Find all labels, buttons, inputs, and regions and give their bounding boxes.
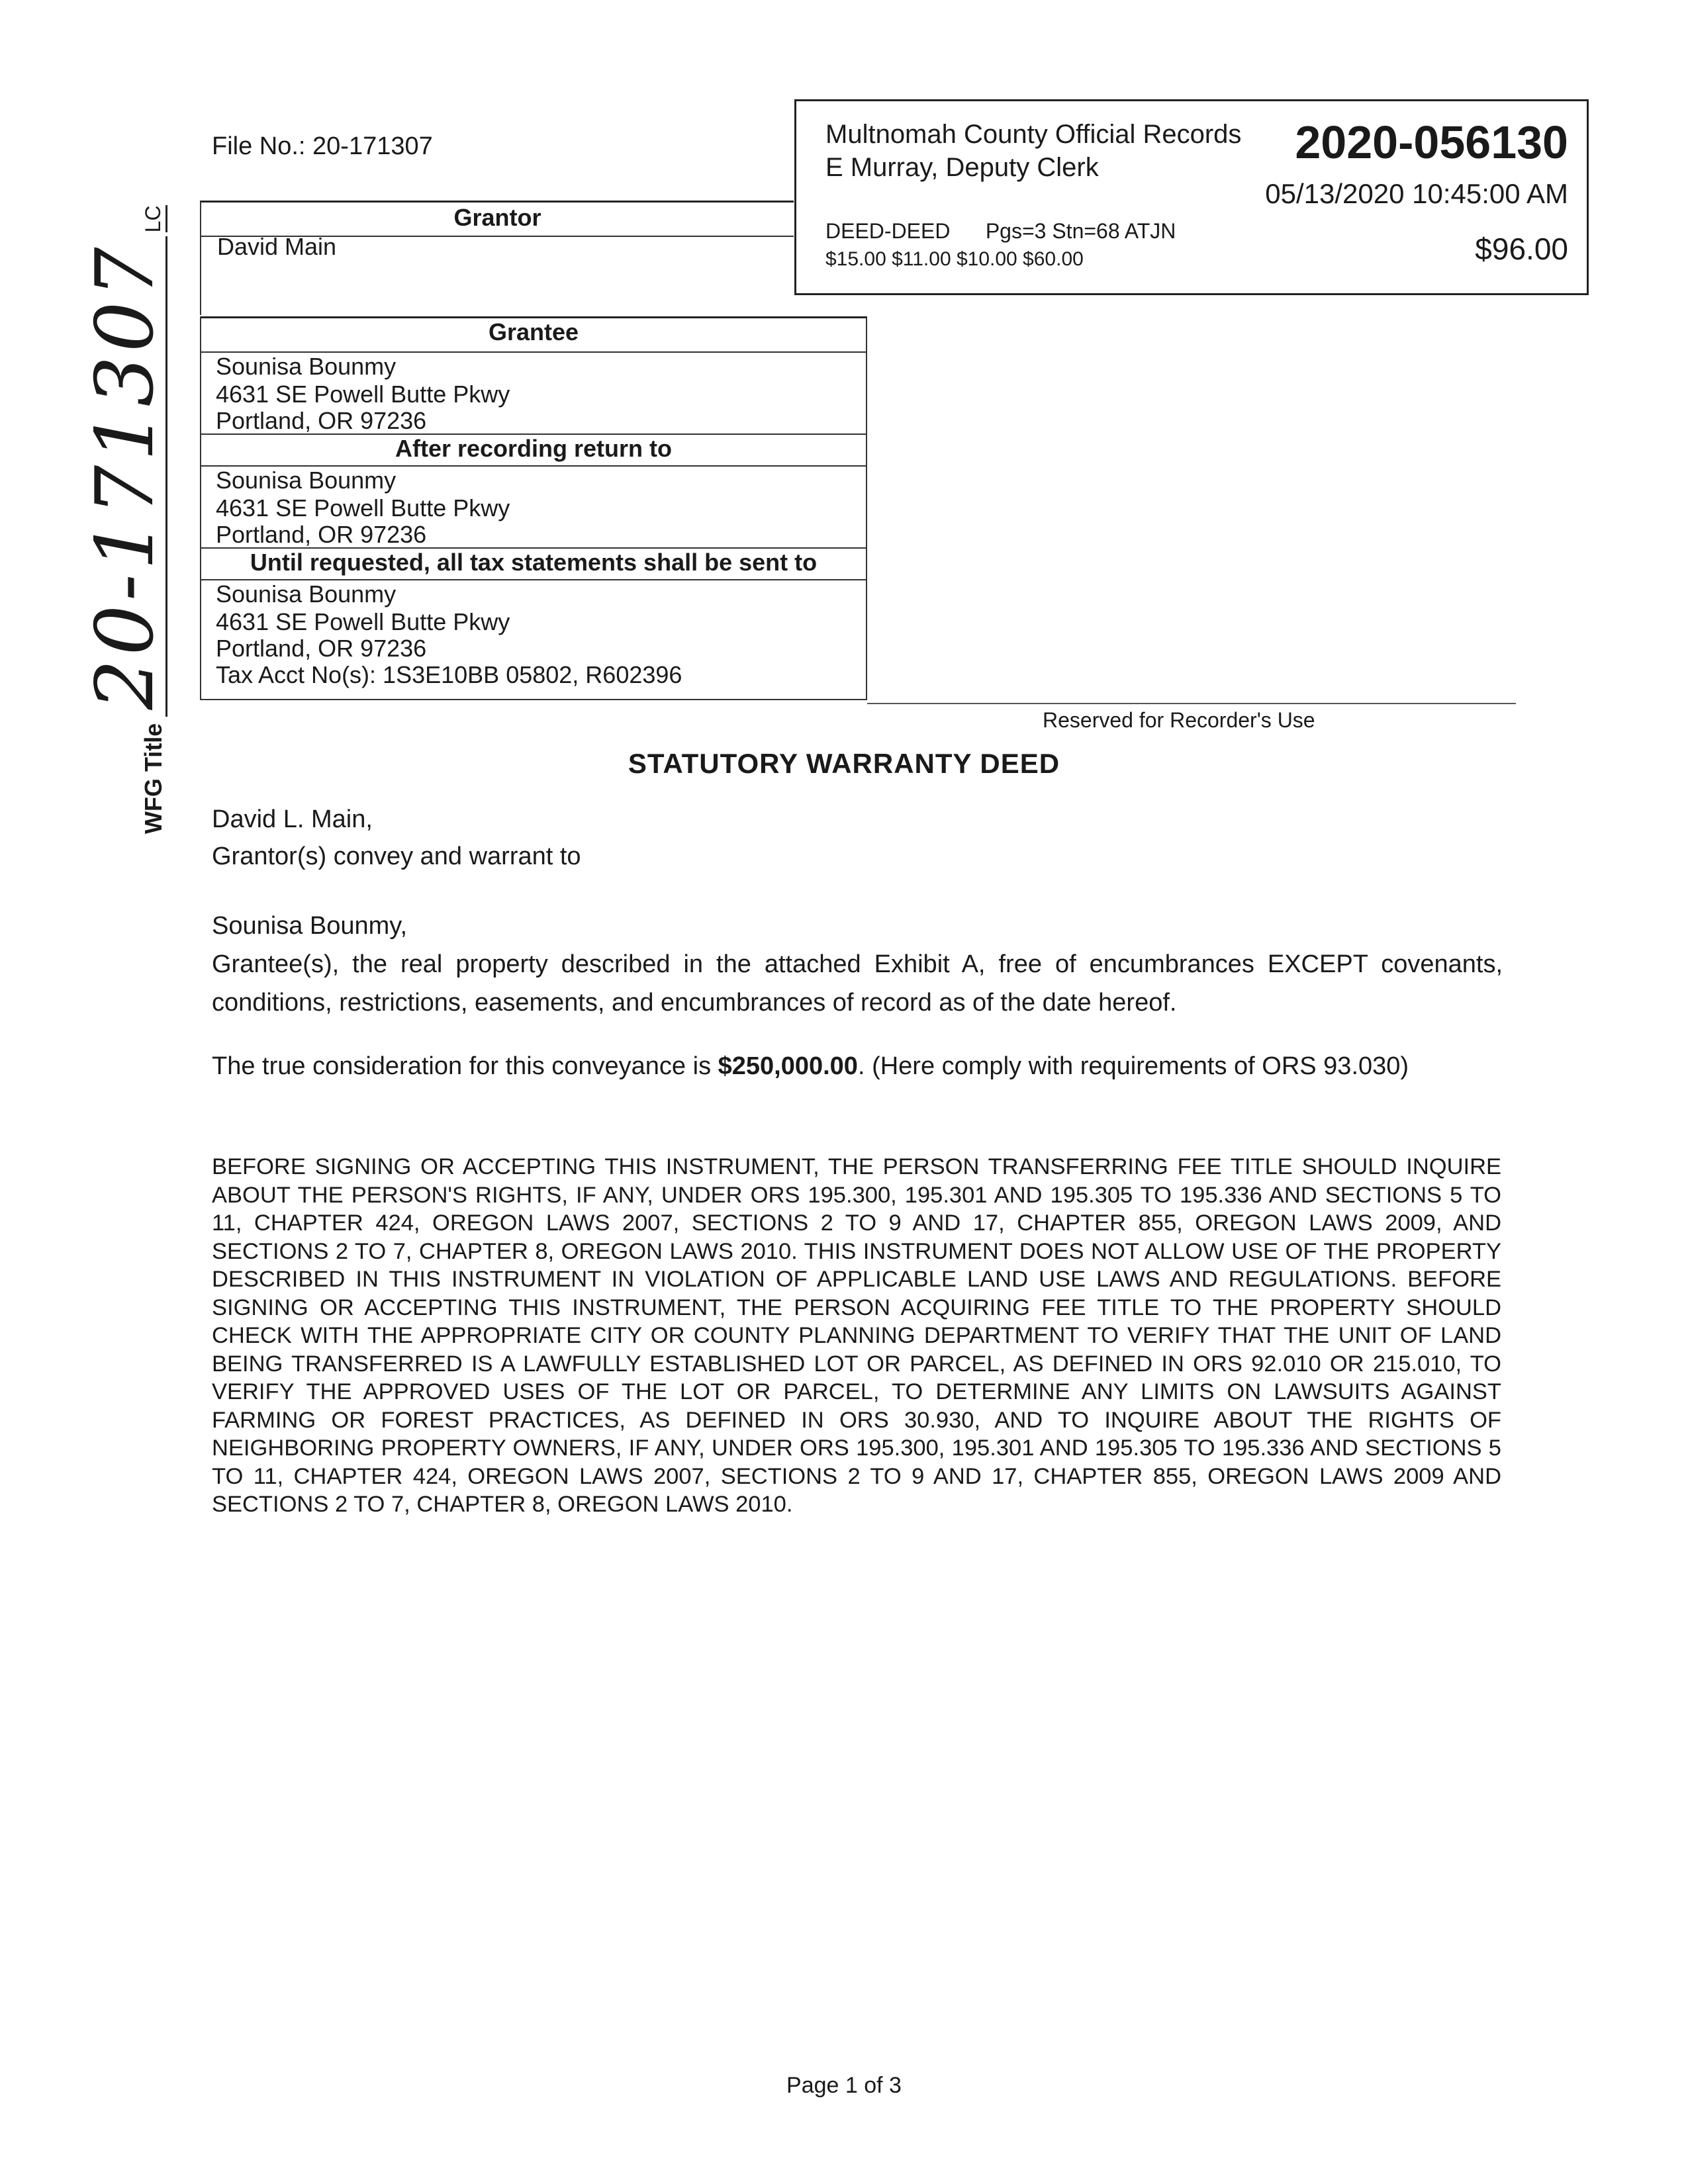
tax-line: 4631 SE Powell Butte Pkwy [216, 608, 510, 635]
document-code: DEED-DEED Pgs=3 Stn=68 ATJN [825, 219, 1176, 243]
grantor-section [200, 201, 794, 315]
recorder-office: Multnomah County Official Records [825, 120, 1242, 149]
document-number: 2020-056130 [1295, 116, 1568, 168]
grantee-text: Grantee(s), the real property described in the attached Exhibit A, free of encumbrances EXCEPT covenants, conditions, restrictions, easements, and encumbrances of record as of the date hereof. [212, 950, 1503, 1017]
document-title: STATUTORY WARRANTY DEED [628, 748, 1060, 779]
consideration-paragraph [212, 1051, 1503, 1081]
title-company-stamp [79, 205, 171, 834]
grantee-heading: Grantee [488, 318, 579, 345]
stamp-label: WFG Title [140, 723, 167, 834]
grantee-line: 4631 SE Powell Butte Pkwy [216, 381, 510, 408]
grantee-line: Sounisa Bounmy, [212, 912, 408, 940]
grantor-name: David Main [217, 233, 337, 260]
tax-line: Sounisa Bounmy [216, 580, 397, 608]
recorder-stamp-box [794, 99, 1589, 295]
return-line: 4631 SE Powell Butte Pkwy [216, 494, 510, 522]
recording-datetime: 05/13/2020 10:45:00 AM [1265, 178, 1568, 209]
grantor-line: David L. Main, [212, 805, 373, 833]
grantee-line: Portland, OR 97236 [216, 407, 427, 434]
consideration-post: . (Here comply with requirements of ORS 93.030) [857, 1052, 1409, 1080]
grantor-heading: Grantor [453, 204, 541, 231]
file-number: File No.: 20-171307 [212, 132, 433, 160]
grantee-line: Sounisa Bounmy [216, 353, 397, 380]
reserved-divider [867, 703, 1516, 704]
statutory-notice: BEFORE SIGNING OR ACCEPTING THIS INSTRUMENT, THE PERSON TRANSFERRING FEE TITLE SHOULD INQUIRE ABOUT THE PERSON'S RIGHTS, IF ANY, UNDER ORS 195.300, 195.301 AND 195.305 TO 195.336 AND SECTIONS 5 TO 11, CHAPTER 424, OREGON LAWS 2007, SECTIONS 2 TO 9 AND 17, CHAPTER 855, OREGON LAWS 2009, AND SECTIONS 2 TO 7, CHAPTER 8, OREGON LAWS 2010. THIS INSTRUMENT DOES NOT ALLOW USE OF THE PROPERTY DESCRIBED IN THIS INSTRUMENT IN VIOLATION OF APPLICABLE LAND USE LAWS AND REGULATIONS. BEFORE SIGNING OR ACCEPTING THIS INSTRUMENT, THE PERSON ACQUIRING FEE TITLE TO THE PROPERTY SHOULD CHECK WITH THE APPROPRIATE CITY OR COUNTY PLANNING DEPARTMENT TO VERIFY THAT THE UNIT OF LAND BEING TRANSFERRED IS A LAWFULLY ESTABLISHED LOT OR PARCEL, AS DEFINED IN ORS 92.010 OR 215.010, TO VERIFY THE APPROVED USES OF THE LOT OR PARCEL, TO DETERMINE ANY LIMITS ON LAWSUITS AGAINST FARMING OR FOREST PRACTICES, AS DEFINED IN ORS 30.930, AND TO INQUIRE ABOUT THE RIGHTS OF NEIGHBORING PROPERTY OWNERS, IF ANY, UNDER ORS 195.300, 195.301 AND 195.305 TO 195.336 AND SECTIONS 5 TO 11, CHAPTER 424, OREGON LAWS 2007, SECTIONS 2 TO 9 AND 17, CHAPTER 855, OREGON LAWS 2009 AND SECTIONS 2 TO 7, CHAPTER 8, OREGON LAWS 2010. [212, 1154, 1501, 1517]
consideration-amount: $250,000.00 [718, 1052, 858, 1080]
conveyance-paragraph [212, 801, 1503, 875]
stamp-suffix: LC [141, 205, 167, 232]
tax-account-line: Tax Acct No(s): 1S3E10BB 05802, R602396 [216, 661, 682, 688]
grantee-paragraph [212, 907, 1503, 1022]
parties-address-block [200, 316, 867, 700]
reserved-label: Reserved for Recorder's Use [1043, 708, 1315, 732]
stamp-file-number: 20-171307 [86, 236, 167, 716]
recorder-clerk: E Murray, Deputy Clerk [825, 153, 1099, 182]
return-line: Sounisa Bounmy [216, 467, 397, 494]
page-number: Page 1 of 3 [786, 2073, 902, 2098]
recording-fees: $15.00 $11.00 $10.00 $60.00 [825, 248, 1084, 270]
return-line: Portland, OR 97236 [216, 521, 427, 548]
convey-line: Grantor(s) convey and warrant to [212, 842, 581, 870]
consideration-pre: The true consideration for this conveyance is [212, 1052, 718, 1080]
tax-line: Portland, OR 97236 [216, 635, 427, 662]
recording-total: $96.00 [1475, 232, 1568, 266]
tax-heading: Until requested, all tax statements shall be sent to [250, 549, 818, 576]
return-heading: After recording return to [395, 435, 673, 462]
